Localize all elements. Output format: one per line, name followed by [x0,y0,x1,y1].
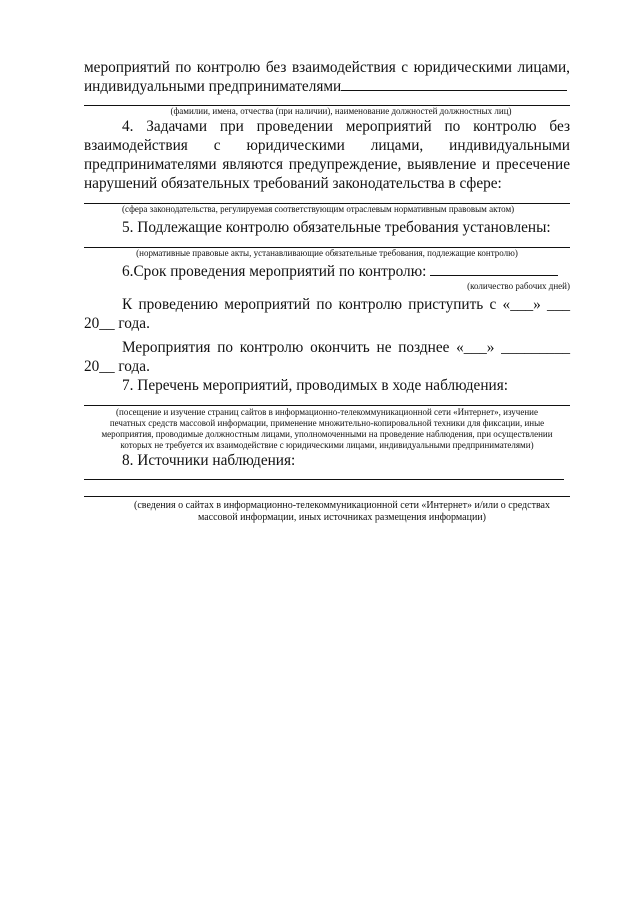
term-caption: (количество рабочих дней) [467,281,570,291]
paragraph-3-text: индивидуальными предпринимателями [84,78,342,95]
paragraph-7: 7. Перечень мероприятий, проводимых в ходе наблюдения: [122,377,509,394]
requirements-caption: (нормативные правовые акты, устанавливающие обязательные требования, подлежащие контролю) [136,248,518,258]
end-date-line: Мероприятия по контролю окончить не позднее «___» _________ [122,339,570,356]
start-date-year: 20__ года. [84,315,150,332]
paragraph-3-end-line2 [84,77,570,96]
term-blank [430,275,558,276]
paragraph-8: 8. Источники наблюдения: [122,452,296,469]
paragraph-3-end-line1: мероприятий по контролю без взаимодействия с юридическими лицами, [84,59,570,76]
document-page [84,58,570,524]
officials-blank [341,90,567,91]
sources-caption: (сведения о сайтах в информационно-телекоммуникационной сети «Интернет» и/или о средствах массовой информации, иных источниках размещения информации) [134,500,550,523]
officials-caption: (фамилии, имена, отчества (при наличии), наименование должностей должностных лиц) [170,106,512,116]
sphere-caption: (сфера законодательства, регулируемая соответствующим отраслевым нормативным правовым актом) [122,204,515,214]
sources-rule-2 [84,496,570,497]
paragraph-6 [84,262,570,281]
start-date-line: К проведению мероприятий по контролю приступить с «___» ___ [122,296,570,313]
paragraph-4: 4. Задачами при проведении мероприятий по контролю без взаимодействия с юридическими лицами, индивидуальными предпринимателями являются предупреждение, выявление и пресечение нарушений обязательных требований законодательства в сфере: [84,118,570,192]
end-date-year: 20__ года. [84,358,150,375]
sources-rule-1 [84,479,564,480]
measures-caption: (посещение и изучение страниц сайтов в информационно-телекоммуникационной сети «Интернет», изучение печатных средств массовой информации, применение множительно-копировальной техники для фиксации, иные мероприятия, проводимые должностным лицами, уполномоченными на проведение наблюдения, при осуществлении которых не требуется их взаимодействие с юридическими лицами, индивидуальными предпринимателями) [101,407,553,450]
term-text: 6.Срок проведения мероприятий по контролю: [122,263,427,280]
paragraph-5: 5. Подлежащие контролю обязательные требования установлены: [122,219,551,236]
